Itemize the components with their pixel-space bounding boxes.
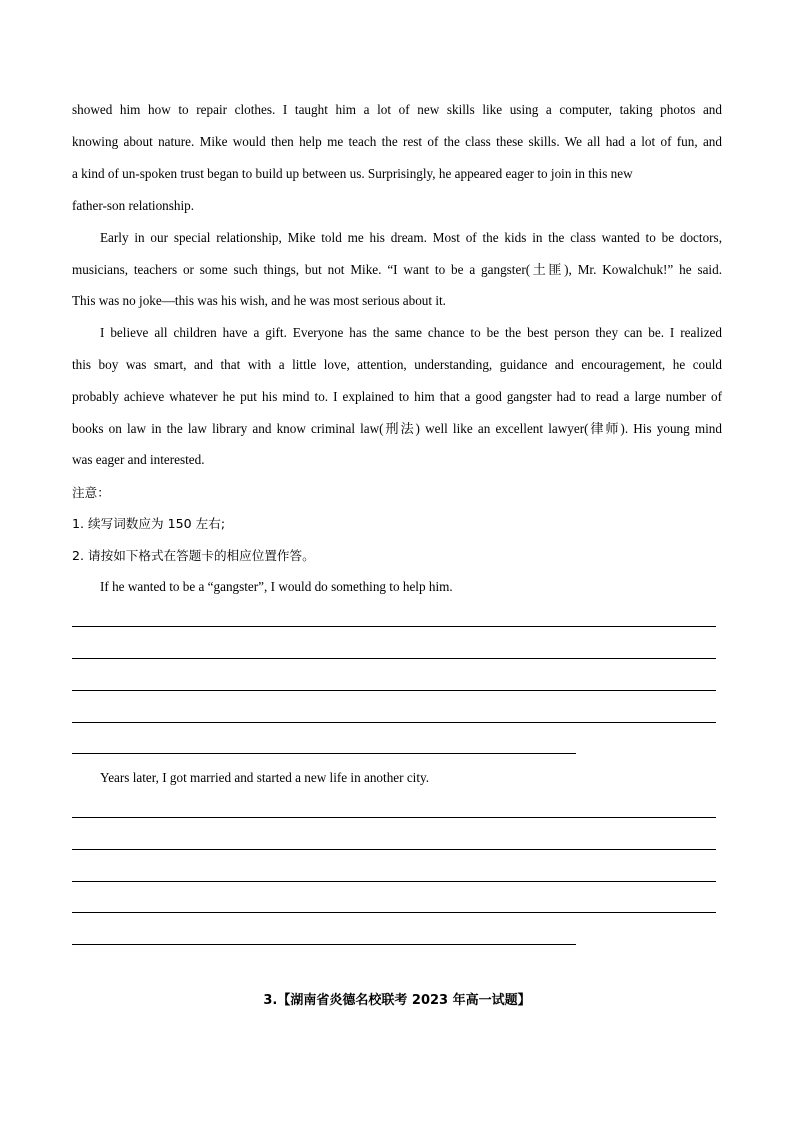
paragraph-2-line-3: This was no joke—this was his wish, and he was most serious about it. <box>72 293 446 308</box>
answer-line <box>72 849 716 850</box>
notes-item-2: 2. 请按如下格式在答题卡的相应位置作答。 <box>72 548 315 563</box>
paragraph-2-line-2: musicians, teachers or some such things, but not Mike. “I want to be a gangster(土匪), Mr. Kowalchuk!” he said. <box>72 262 722 277</box>
paragraph-1-line-1: showed him how to repair clothes. I taught him a lot of new skills like using a computer, taking photos and <box>72 102 722 117</box>
notes-item-1: 1. 续写词数应为 150 左右; <box>72 516 226 531</box>
next-question-heading: 3.【湖南省炎德名校联考 2023 年高一试题】 <box>263 993 531 1008</box>
answer-line <box>72 690 716 691</box>
answer-line <box>72 658 716 659</box>
paragraph-3-line-3: probably achieve whatever he put his mind to. I explained to him that a good gangster had to read a large number of <box>72 389 722 404</box>
answer-line <box>72 881 716 882</box>
answer-line <box>72 912 716 913</box>
paragraph-3-line-4: books on law in the law library and know criminal law(刑法) well like an excellent lawyer(律师). His young mind <box>72 421 722 436</box>
answer-line <box>72 626 716 627</box>
continuation-prompt-2: Years later, I got married and started a new life in another city. <box>100 770 430 785</box>
paragraph-3-line-1: I believe all children have a gift. Everyone has the same chance to be the best person they can be. I realized <box>100 325 722 340</box>
paragraph-3-line-5: was eager and interested. <box>72 452 205 467</box>
answer-line <box>72 722 716 723</box>
answer-line <box>72 753 576 754</box>
continuation-prompt-1: If he wanted to be a “gangster”, I would do something to help him. <box>100 579 453 594</box>
paragraph-3-line-2: this boy was smart, and that with a little love, attention, understanding, guidance and encouragement, he could <box>72 357 722 372</box>
paragraph-2-line-1: Early in our special relationship, Mike told me his dream. Most of the kids in the class wanted to be doctors, <box>100 230 722 245</box>
notes-title: 注意： <box>72 485 110 500</box>
paragraph-1-line-4: father-son relationship. <box>72 198 195 213</box>
paragraph-1-line-2: knowing about nature. Mike would then help me teach the rest of the class these skills. We all had a lot of fun, and <box>72 134 722 149</box>
answer-line <box>72 817 716 818</box>
answer-line <box>72 944 576 945</box>
paragraph-1-line-3: a kind of un-spoken trust began to build up between us. Surprisingly, he appeared eager to join in this new <box>72 166 633 181</box>
